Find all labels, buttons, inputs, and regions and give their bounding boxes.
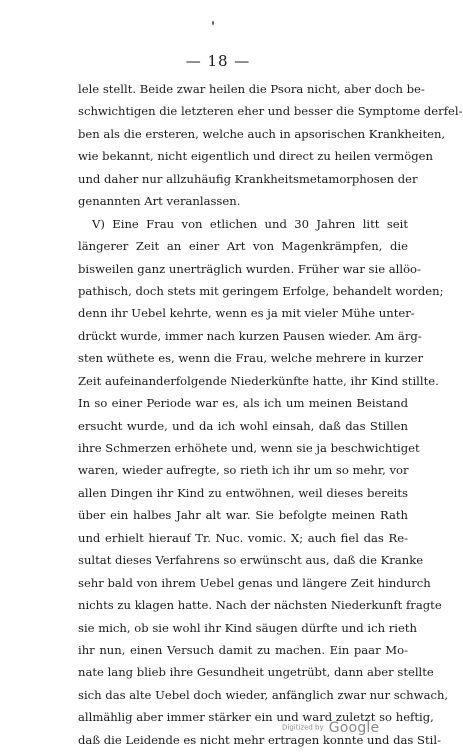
text-line: und erhielt hierauf Tr. Nuc. vomic. X; auch fiel das Re- xyxy=(78,530,408,545)
text-line: allen Dingen ihr Kind zu entwöhnen, weil dieses bereits xyxy=(78,485,408,500)
body-text xyxy=(78,78,463,751)
text-line: nichts zu klagen hatte. Nach der nächsten Niederkunft fragte xyxy=(78,598,442,613)
text-line: allmählig aber immer stärker ein und ward zuletzt so heftig, xyxy=(78,710,434,725)
page-speck xyxy=(212,21,214,25)
text-line: ben als die ersteren, welche auch in apsorischen Krankheiten, xyxy=(78,126,446,141)
text-line: bisweilen ganz unerträglich wurden. Früher war sie allöo- xyxy=(78,261,421,276)
text-line: waren, wieder aufregte, so rieth ich ihr um so mehr, vor xyxy=(78,463,409,478)
text-line: Zeit aufeinanderfolgende Niederkünfte hatte, ihr Kind stillte. xyxy=(78,373,439,388)
text-line: über ein halbes Jahr alt war. Sie befolgte meinen Rath xyxy=(78,508,408,523)
text-line: ersucht wurde, und da ich wohl einsah, daß das Stillen xyxy=(78,418,408,433)
text-line: schwichtigen die letzteren eher und besser die Symptome derfel- xyxy=(78,104,463,119)
text-line: sie mich, ob sie wohl ihr Kind säugen dürfte und ich rieth xyxy=(78,620,417,635)
text-line: V) Eine Frau von etlichen und 30 Jahren litt seit xyxy=(92,216,408,231)
watermark-brand: Google xyxy=(328,720,380,736)
text-line: sehr bald von ihrem Uebel genas und längere Zeit hindurch xyxy=(78,575,431,590)
text-line: sten wüthete es, wenn die Frau, welche mehrere in kurzer xyxy=(78,351,424,366)
watermark-prefix: Digitized by xyxy=(282,723,324,732)
text-line: nate lang blieb ihre Gesundheit ungetrübt, dann aber stellte xyxy=(78,665,434,680)
text-line: daß die Leidende es nicht mehr ertragen konnte und das Stil- xyxy=(78,732,441,747)
page-number: — 18 — xyxy=(185,52,251,70)
text-line: wie bekannt, nicht eigentlich und direct zu heilen vermögen xyxy=(78,149,433,164)
text-line: lele stellt. Beide zwar heilen die Psora nicht, aber doch be- xyxy=(78,82,425,96)
text-line: und daher nur allzuhäufig Krankheitsmetamorphosen der xyxy=(78,171,418,186)
text-line: sultat dieses Verfahrens so erwünscht aus, daß die Kranke xyxy=(78,553,424,568)
text-line: denn ihr Uebel kehrte, wenn es ja mit vieler Mühe unter- xyxy=(78,306,415,321)
text-line: genannten Art veranlassen. xyxy=(78,194,241,209)
text-line: ihr nun, einen Versuch damit zu machen. Ein paar Mo- xyxy=(78,642,408,657)
text-line: ihre Schmerzen erhöhete und, wenn sie ja beschwichtiget xyxy=(78,441,420,455)
text-line: pathisch, doch stets mit geringem Erfolge, behandelt worden; xyxy=(78,283,444,298)
text-line: drückt wurde, immer nach kurzen Pausen wieder. Am ärg- xyxy=(78,328,422,343)
digitization-watermark xyxy=(282,717,379,736)
text-line: sich das alte Uebel doch wieder, anfänglich zwar nur schwach, xyxy=(78,687,449,702)
text-line: In so einer Periode war es, als ich um meinen Beistand xyxy=(78,396,408,411)
text-line: längerer Zeit an einer Art von Magenkrämpfen, die xyxy=(78,239,408,254)
